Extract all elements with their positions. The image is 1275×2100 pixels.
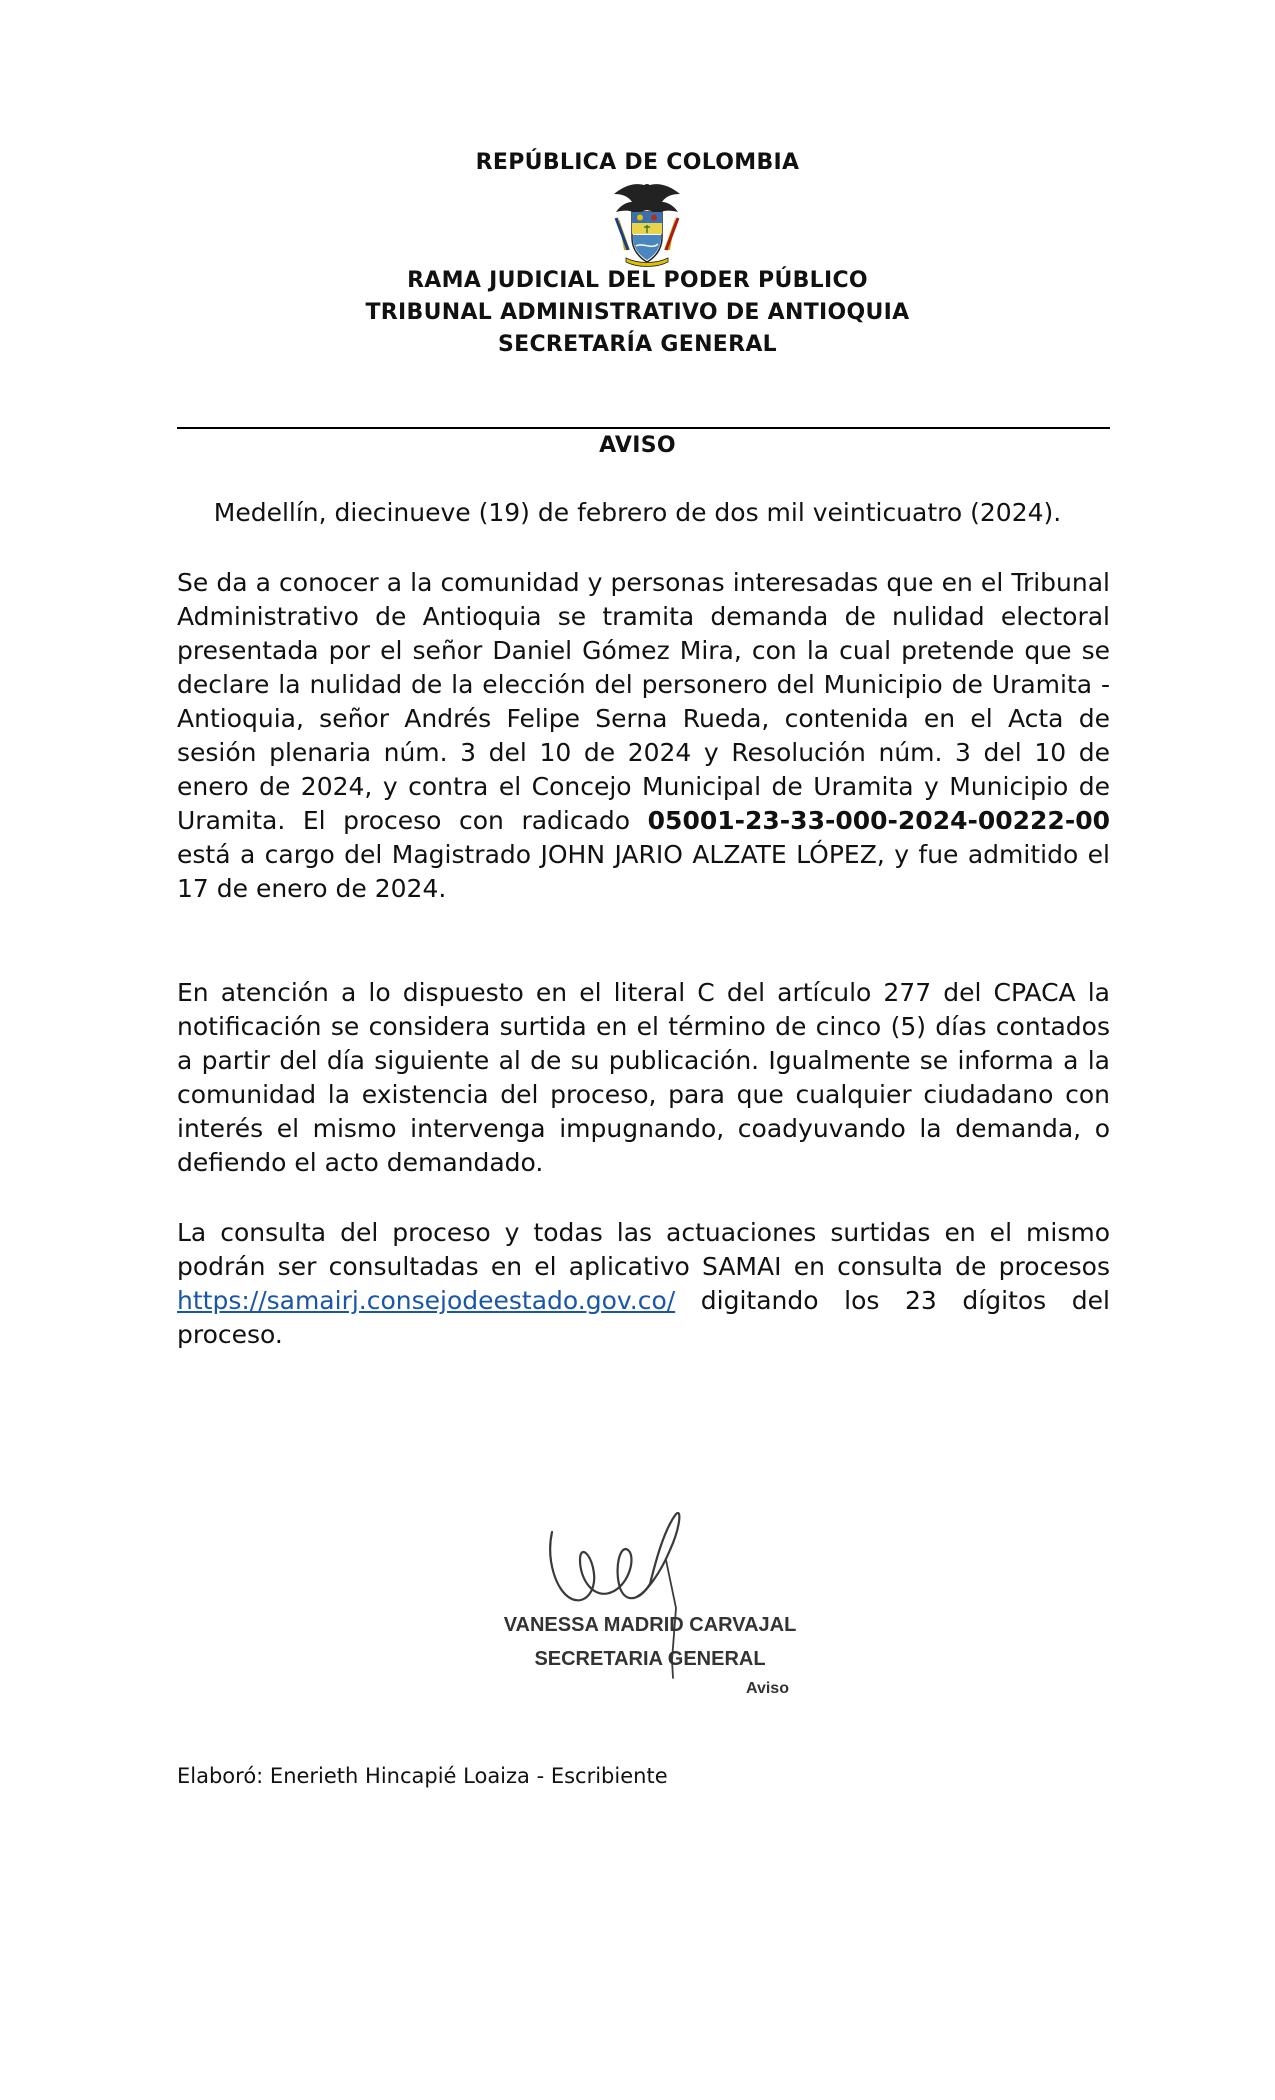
samai-link[interactable]: https://samairj.consejodeestado.gov.co/ — [177, 1286, 676, 1315]
header-line-tribunal: TRIBUNAL ADMINISTRATIVO DE ANTIOQUIA — [365, 300, 910, 325]
paragraph-3-text: La consulta del proceso y todas las actuaciones surtidas en el mismo podrán ser consultadas en el aplicativo SAMAI en consulta de procesos — [177, 1218, 1110, 1281]
notice-paragraph-1 — [177, 566, 1110, 906]
signature-note: Aviso — [746, 1680, 789, 1697]
prepared-by: Elaboró: Enerieth Hincapié Loaiza - Escribiente — [177, 1764, 668, 1788]
handwritten-signature-icon — [470, 1500, 830, 1710]
signatory-name: VANESSA MADRID CARVAJAL — [503, 1614, 797, 1636]
colombia-coat-of-arms-icon — [608, 180, 686, 268]
header-line-secretaria: SECRETARÍA GENERAL — [497, 332, 778, 357]
signature-block — [470, 1500, 830, 1710]
paragraph-1-text: Se da a conocer a la comunidad y personas interesadas que en el Tribunal Administrativo de Antioquia se tramita demanda de nulidad electoral presentada por el señor Daniel Gómez Mira, con la cual pretende que se declare la nulidad de la elección del personero del Municipio de Uramita - Antioquia, señor Andrés Felipe Serna Rueda, contenida en el Acta de sesión plenaria núm. 3 del 10 de 2024 y Resolución núm. 3 del 10 de enero de 2024, y contra el Concejo Municipal de Uramita y Municipio de Uramita. El proceso con radicado — [177, 568, 1110, 835]
header-divider — [177, 427, 1110, 429]
radicado-number: 05001-23-33-000-2024-00222-00 — [647, 806, 1110, 835]
signatory-role: SECRETARIA GENERAL — [534, 1648, 766, 1670]
notice-title: AVISO — [599, 433, 676, 458]
paragraph-1-text-end: está a cargo del Magistrado JOHN JARIO ALZATE LÓPEZ, y fue admitido el 17 de enero de 2024. — [177, 840, 1110, 903]
header-country: REPÚBLICA DE COLOMBIA — [475, 150, 800, 175]
notice-date: Medellín, diecinueve (19) de febrero de dos mil veinticuatro (2024). — [213, 498, 1062, 527]
header-line-rama: RAMA JUDICIAL DEL PODER PÚBLICO — [407, 268, 868, 293]
paragraph-3-text-end: digitando los 23 dígitos del proceso. — [177, 1286, 1110, 1349]
notice-paragraph-2: En atención a lo dispuesto en el literal C del artículo 277 del CPACA la notificación se considera surtida en el término de cinco (5) días contados a partir del día siguiente al de su publicación. Igualmente se informa a la comunidad la existencia del proceso, para que cualquier ciudadano con interés el mismo intervenga impugnando, coadyuvando la demanda, o defiendo el acto demandado. — [177, 978, 1110, 1177]
notice-paragraph-3 — [177, 1216, 1110, 1352]
